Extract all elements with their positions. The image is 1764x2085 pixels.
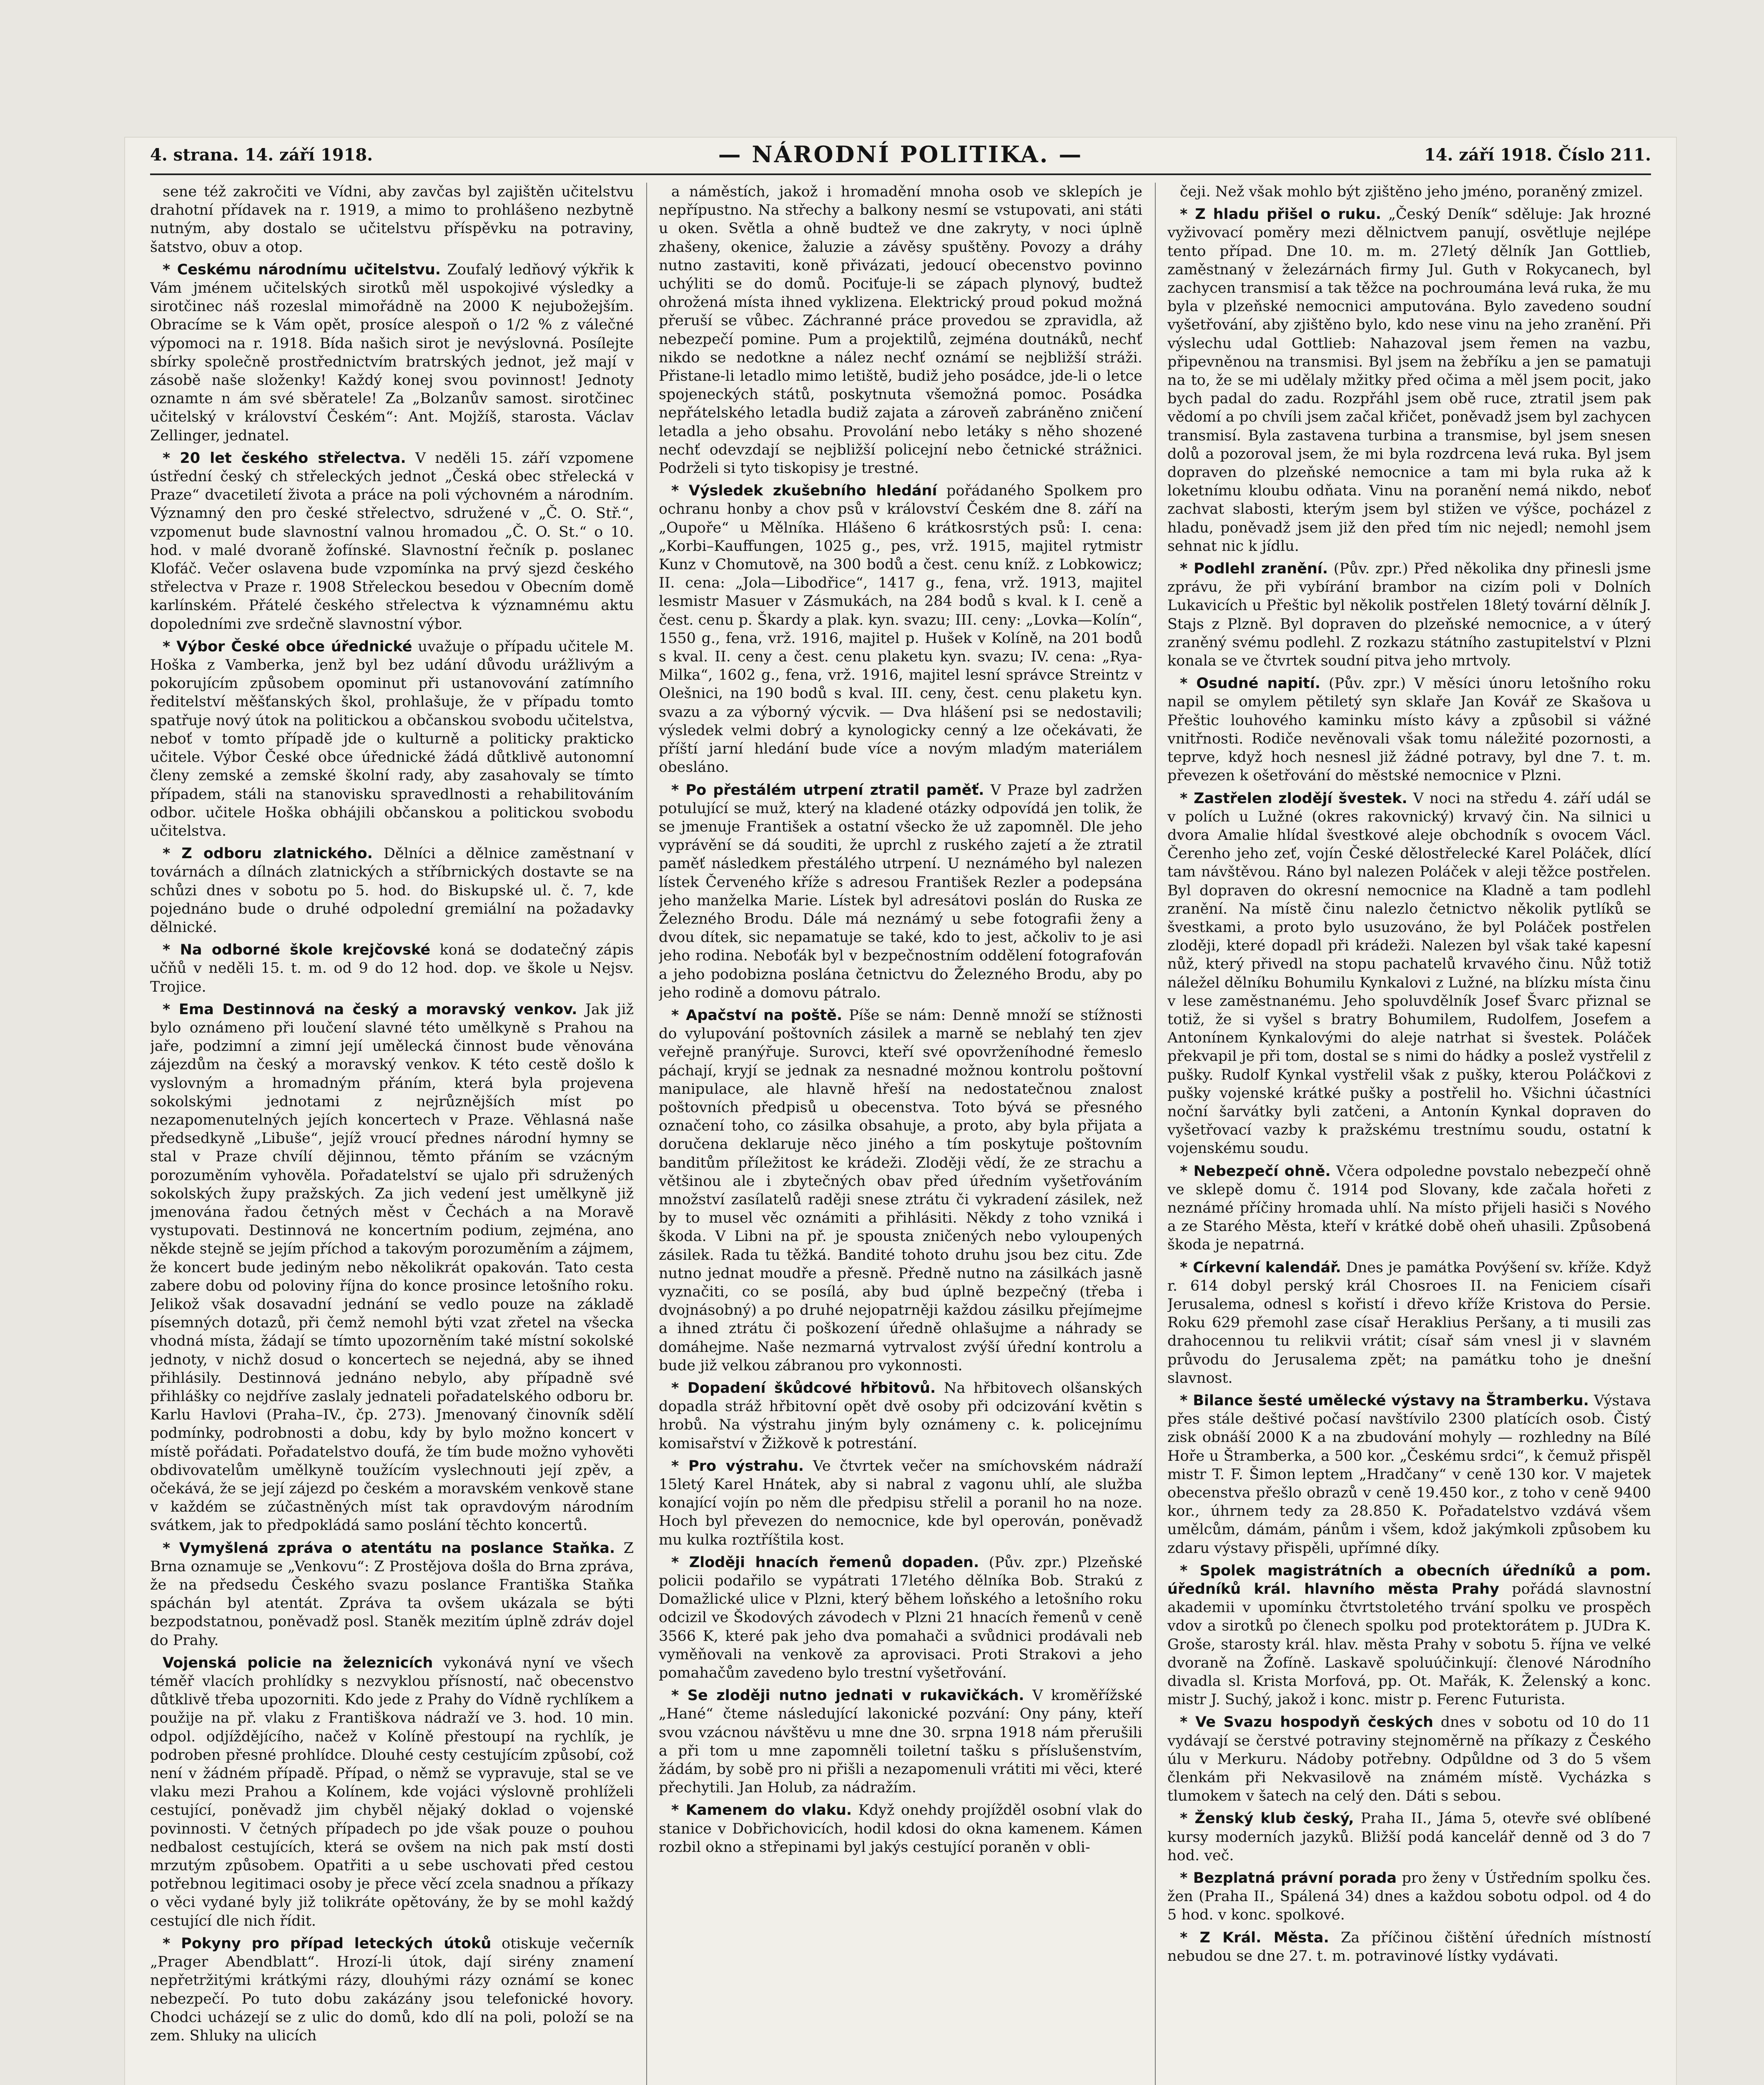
article-heading: * Ve Svazu hospodyň českých [1180,1714,1433,1731]
article-body: koná se dodatečný zápis učňů v neděli 15. t. m. od 9 do 12 hod. dop. ve škole u Nejsv. Trojice. [150,942,634,995]
masthead-title: — NÁRODNÍ POLITIKA. — [718,141,1083,168]
article [150,1934,634,2045]
article-heading: * 20 let českého střelectva. [163,450,406,467]
article [659,1457,1142,1549]
article-body: V kroměřížské „Hané“ čteme následující lakonické pozvání: Ony pány, kteří svou vzácnou návštěvu u mne dne 30. srpna 1918 nám přerušili a při tom u mne zapomněli toiletní tašku s příslušenstvím, žádám, by sobě pro ni přišli a nezapomenuli vrátiti mi věci, které přechytili. Jan Holub, za nádražím. [659,1687,1142,1796]
newspaper-page [125,138,1676,2085]
article [1167,205,1651,555]
article-body: Včera odpoledne povstalo nebezpečí ohně ve sklepě domu č. 1914 pod Slovany, kde začala hořeti z neznámé příčiny hromada uhlí. Na místo přijeli hasiči s Nového a ze Starého Města, kteří v krátké době oheň uhasili. Způsobená škoda je nepatrná. [1167,1163,1651,1254]
article [1167,1713,1651,1805]
article-body: uvažuje o případu učitele M. Hoška z Vamberka, jenž byl bez udání důvodu urážlivým a pokorujícím způsobem opominut při ustanovování zatímního ředitelství měšťanských škol, prohlašuje, že v případu tomto spatřuje nový útok na politickou a občanskou svobodu učitelstva, neboť v tomto případě jde o kulturně a politicky prakticko učitele. Výbor České obce úřednické žádá důtklivě autonomní členy zemské a zemské školní rady, aby zasahovaly se tímto případem, stáli na stanovisku spravedlnosti a rehabilitováním odbor. učitele Hoška obhájili občanskou a politickou svobodu učitelstva. [150,638,634,839]
article-body: (Pův. zpr.) Plzeňské policii podařilo se vypátrati 17letého dělníka Bob. Strakú z Domažlické ulice v Plzni, který během loňského a letošního roku odcizil ve Škodových závodech v Plzni 21 hnacích řemenů v ceně 3566 K, které pak jeho dva pomahači a svůdnici prodávali neb vyměňovali na venkově za aprovisaci. Proti Strakovi a jeho pomahačům zavedeno bylo trestní vyšetřování. [659,1554,1142,1682]
article-heading: * Pro výstrahu. [671,1457,804,1475]
article-body: dnes v sobotu od 10 do 11 vydávají se čerstvé potraviny stejnoměrně na příkazy z Českého úlu v Merkuru. Nádoby potřebny. Odpůldne od 3 do 5 všem členkám při Nekvasilově na známém místě. Vycházka s tlumokem v šatech na celý den. Dáti s sebou. [1167,1714,1651,1805]
article-body: V neděli 15. září vzpomene ústřední český ch střeleckých jednot „Česká obec střelecká v Praze“ dvacetiletí života a práce na poli výchovném a národním. Významný den pro české střelectvo, sdružené v „Č. O. Stř.“, vzpomenut bude slavnostní valnou hromadou „Č. O. St.“ o 10. hod. v malé dvoraně žofínské. Slavnostní řečník p. poslanec Klofáč. Večer oslavena bude vzpomínka na prvý sjezd českého střelectva v Praze r. 1908 Střeleckou besedou v Obecním domě karlínském. Přátelé českého střelectva k významnému aktu dopoledními zve srdečně slavnostní výbor. [150,450,634,633]
article-heading: * Podlehl zranění. [1180,560,1328,578]
article-heading: * Výsledek zkušebního hledání [671,482,937,500]
article [659,1379,1142,1453]
article-body: Z Brna oznamuje se „Venkovu“: Z Prostějova došla do Brna zpráva, že na předsedu Českého svazu poslance Františka Staňka spáchán byl atentát. Zpráva ta ovšem ukázala se býti bezpodstatnou, poněvadž posl. Staněk mezitím úplně zdráv dojel do Prahy. [150,1540,634,1649]
article-heading: * Osudné napití. [1180,675,1321,692]
article [1167,1809,1651,1865]
article-heading: * Zastřelen zlodějí švestek. [1180,790,1408,807]
article-heading: * Dopadení škůdcové hřbitovů. [671,1380,936,1397]
column-divider [1155,183,1156,2085]
article-heading: * Ceskému národnímu učitelstvu. [163,261,441,278]
article-heading: * Pokyny pro případ leteckých útoků [163,1935,492,1952]
article-body: Zoufalý ledňový výkřik k Vám jménem učitelských sirotků měl uspokojivé výsledky a sirotčinec náš rozeslal mimořádně na 2000 K nejubožejším. Obracíme se k Vám opět, prosíce alespoň o 1/2 % z válečné výpomoci na r. 1918. Bída našich sirot je nevýslovná. Posílejte sbírky společně prostřednictvím bratrských jednot, jež mají v zásobě naše složenky! Každý konej svou povinnost! Jednoty oznamte n ám své sběratele! Za „Bolzanův samost. sirotčinec učitelský v království Českém“: Ant. Mojžíš, starosta. Václav Zellinger, jednatel. [150,261,634,444]
article-heading: * Vymyšlená zpráva o atentátu na poslance Staňka. [163,1540,615,1557]
article [150,844,634,937]
article [1167,560,1651,670]
article-heading: * Zloději hnacích řemenů dopaden. [671,1554,979,1571]
article-heading: * Bilance šesté umělecké výstavy na Štramberku. [1180,1392,1589,1409]
article-heading: * Po přestálém utrpení ztratil paměť. [671,781,984,799]
article-heading: * Z hladu přišel o ruku. [1180,206,1381,223]
header-rule [150,173,1651,175]
article [1167,1162,1651,1254]
article-body: Jak již bylo oznámeno při loučení slavné této umělkyně s Prahou na jaře, podzimní a zimní její umělecká činnost bude věnována zájezdům na český a moravský venkov. K této cestě došlo k vyslovným a hromadným přáním, která byla projevena sokolskými jednotami z nejrůznějších míst po nezapomenutelných jejích koncertech v Praze. Věhlasná naše předsedkyně „Libuše“, jejíž vroucí přednes národní hymny se stal v Praze chvílí dějinnou, těmto přáním se vzácným porozuměním vyhověla. Pořadatelství se ujalo při sdružených sokolských župy pražských. Za jich vedení jest umělkyně již jmenována řadou četných měst v Čechách a na Moravě vystupovati. Destinnová ne koncertním podium, zejména, ano někde stejně se jejím příchod a takovým porozuměním a zájmem, že koncert bude jediným nebo několikrát opakován. Tato cesta zabere dobu od poloviny října do konce prosince letošního roku. Jelikož však dosavadní jednání se vedlo pouze na základě písemných dotazů, při čemž nemohl býti vzat zřetel na všecka vhodná místa, žádají se tímto upozorněním také místní sokolské jednoty, v nichž dosud o koncertech se nejedná, aby se ihned přihlásily. Destinnová jednáno nebylo, aby případně své přihlášky co nejdříve zaslaly jednateli pořadatelského odboru br. Karlu Havlovi (Praha–IV., čp. 273). Jmenovaný činovník sdělí podmínky, podrobnosti a dobu, kdy by bylo možno koncert v místě pořádati. Pořadatelstvo doufá, že tím bude možno vyhověti obdivovatelům umělkyně toužícím vyslechnouti její zpěv, a očekává, že se její zájezd po českém a moravském venkově stane v každém se zúčastněných míst tak opravdovým národním svátkem, jak to předpokládá samo poslání těchto koncertů. [150,1001,634,1534]
article-body: otiskuje večerník „Prager Abendblatt“. Hrozí-li útok, dají sirény znamení nepřetržitými krátkými rázy, dlouhými rázy oznámí se konec nebezpečí. Po tuto dobu zakázány jsou telefonické hovory. Chodci ucházejí se z ulic do domů, kdo dlí na poli, položí se na zem. Shluky na ulicích [150,1935,634,2044]
article-heading: * Z Král. Města. [1180,1929,1329,1946]
column-2 [659,183,1142,2085]
article-body: (Pův. zpr.) V měsíci únoru letošního roku napil se omylem pětiletý syn sklaře Jan Kovář ze Skašova u Přeštic louhového kaminku místo kávy a způsobil si vážné vnitřnosti. Rodiče nevěnovali však tomu náležité pozornosti, a teprve, když hoch nesnesl již žádné potravy, byl dne 7. t. m. převezen k ošetřování do městské nemocnice v Plzni. [1167,675,1651,784]
article-body: a náměstích, jakož i hromadění mnoha osob ve sklepích je nepřípustno. Na střechy a balkony nesmí se vstupovati, ani státi u oken. Světla a ohně budtež ve dne zakryty, v noci úplně zhašeny, okenice, žaluzie a závěsy spuštěny. Povozy a dráhy nutno zastaviti, koně přivázati, jedoucí obecenstvo povinno uchýliti se do domů. Pociťuje-li se zápach plynový, budtež ohrožená místa ihned vyklizena. Elektrický proud pokud možná přeruší se vůbec. Záchranné práce provedou se zpravidla, až nebezpečí pomine. Pum a projektilů, zejména doutnáků, nechť nikdo se nedotkne a nález nechť oznámí se nejbližší stráži. Přistane-li letadlo mimo letiště, budiž jeho posádce, jde-li o letce spojeneckých států, poskytnuta všemožná pomoc. Posádka nepřátelského letadla budiž zajata a zároveň zabráněno zničení letadla a jeho obsahu. Provolání nebo letáky s něho shozené nechť odevzdají se nejbližší policejní nebo četnické strážnici. Podrželi si tyto tiskopisy je trestné. [659,183,1142,477]
article-heading: * Ženský klub český, [1180,1810,1354,1827]
article-heading: * Apačství na poště. [671,1007,843,1024]
article-body: Výstava přes stále deštivé počasí navštívilo 2300 platících osob. Čistý zisk obnáší 2000 K a na zbudování mohyly — rozhledny na Bílé Hoře u Štramberka, a 500 kor. „Českému srdci“, k čemuž přispěl mistr T. F. Šimon leptem „Hradčany“ v ceně 130 kor. V majetek obecenstva přešlo obrazů v ceně 19.450 kor., z toho v ceně 9400 kor., úhrnem tedy za 28.850 K. Pořadatelstvo vzdává všem umělcům, dámám, pánům i všem, kdož jakýmkoli způsobem ku zdaru výstavy přispěli, upřímné díky. [1167,1392,1651,1557]
article [659,183,1142,477]
article-body: pro ženy v Ústředním spolku čes. žen (Praha II., Spálená 34) dnes a každou sobotu odpol. od 4 do 5 hod. v konc. spolkové. [1167,1870,1651,1924]
article [150,941,634,996]
article [659,482,1142,776]
article [1167,183,1651,201]
article-body: Dnes je památka Povýšení sv. kříže. Když r. 614 dobyl perský král Chosroes II. na Feniciem císaři Jerusalema, odnesl s kořistí i dřevo kříže Kristova do Persie. Roku 629 přemohl zase císař Heraklius Peršany, a ti musili zas drahocennou tu relikvii vrátit; císař sám vnesl ji v slavném průvodu do Jerusalema zpět; na památku toho je dnešní slavnost. [1167,1259,1651,1387]
article-body: čeji. Než však mohlo být zjištěno jeho jméno, poraněný zmizel. [1180,183,1643,200]
article-body: Když onehdy projížděl osobní vlak do stanice v Dobřichovicích, hodil kdosi do okna kamenem. Kámen rozbil okno a střepinami byl jakýs cestující poraněn v obli- [659,1802,1142,1856]
column-3 [1167,183,1651,2085]
article [1167,674,1651,785]
article [150,638,634,840]
article-heading: * Na odborné škole krejčovské [163,942,431,959]
article [1167,1562,1651,1709]
article-heading: * Výbor České obce úřednické [163,638,412,655]
article-body: V Praze byl zadržen potulující se muž, který na kladené otázky odpovídá jen tolik, že se jmenuje František a ostatní všecko že už zapomněl. Dle jeho vyprávění se dá souditi, že uprchl z ruského zajetí a že ztratil paměť následkem přestálého utrpení. U neznámého byl nalezen lístek Červeného kříže s adresou František Rezler a podepsána jeho manželka Marie. Lístek byl adresátovi poslán do Ruska ze Železného Brodu. Dále má neznámý u sebe fotografii ženy a dvou dítek, sic nepamatuje se také, kdo to jest, ačkoliv to je asi jeho rodina. Neboťák byl v bezpečnostním oddělení fotografován a jeho podobizna poslána četnictvu do Železného Brodu, aby po jeho rodině a domovu pátralo. [659,781,1142,1001]
article-heading: * Kamenem do vlaku. [671,1802,852,1819]
article-body: Na hřbitovech olšanských dopadla stráž hřbitovní opět dvě osoby při odcizování květin s hrobů. Na výstrahu jiným byly oznámeny c. k. policejnímu komisařství v Žižkově k potrestání. [659,1380,1142,1452]
article [1167,1259,1651,1387]
article-body: „Český Deník“ sděluje: Jak hrozné vyživovací poměry mezi dělnictvem panují, osvětluje nejlépe tento případ. Dne 10. m. m. 27letý dělník Jan Gottlieb, zaměstnaný v železárnách firmy Jul. Guth v Rokycanech, byl zachycen transmisí a tak těžce na pochroumána levá ruka, že mu byla v plzeňské nemocnici amputována. Bylo zavedeno soudní vyšetřování, aby zjištěno bylo, kdo nese vinu na jeho zranění. Při výslechu udal Gottlieb: Nahazoval jsem řemen na vazbu, připevněnou na transmisi. Byl jsem na žebříku a jen se pamatuji na to, že se mi udělaly mžitky před očima a měl jsem pocit, jako bych padal do zadu. Rozpřáhl jsem obě ruce, ztratil jsem pak vědomí a po chvíli jsem začal křičet, poněvadž jsem byl zachycen transmisí. Byla zastavena turbina a transmise, byl jsem snesen dolů a pozoroval jsem, že mi byla rozdrcena levá ruka. Byl jsem dopraven do plzeňské nemocnice a tam mi byla ruka až k loketnímu kloubu odňata. Vinu na poranění nemá nikdo, neboť zachvat slabosti, kterým jsem byl stižen ve výšce, pocházel z hladu, poněvadž jsem již den před tím nic nejedl; nemohl jsem sehnat nic k jídlu. [1167,206,1651,555]
article-heading: * Ema Destinnová na český a moravský venkov. [163,1001,577,1018]
header-page-date: 4. strana. 14. září 1918. [150,145,373,165]
article-body: pořádaného Spolkem pro ochranu honby a chov psů v království Českém dne 8. září na „Oupoře“ u Mělníka. Hlášeno 6 krátkosrstých psů: I. cena: „Korbi–Kauffungen, 1025 g., pes, vrž. 1915, majitel rytmistr Kunz v Chomutově, na 300 bodů a čest. cenu kníž. z Lobkowicz; II. cena: „Jola—Libodřice“, 1417 g., fena, vrž. 1913, majitel lesmistr Masuer v Zásmukách, na 284 bodů s kval. k I. ceně a čest. cenu p. Škardy a plak. kyn. svazu; III. ceny: „Lovka—Kolín“, 1550 g., fena, vrž. 1916, majitel p. Hušek v Kolíně, na 201 bodů s kval. II. ceny a čest. cenu plaketu kyn. svazu; IV. cena: „Rya-Milka“, 1602 g., fena, vrž. 1916, majitel lesní správce Streintz v Olešnici, na 190 bodů s kval. III. ceny, čest. cenu plaketu kyn. svazu a za výborný výcvik. — Dva hlášení psi se nedostavili; výsledek velmi dobrý a kynologicky cenný a lze očekávati, že příští jarní hledání bude více a novým mladým materiálem obesláno. [659,482,1142,776]
article-heading: Vojenská policie na železnicích [163,1654,433,1671]
article [1167,1392,1651,1557]
article [150,261,634,445]
article-heading: * Bezplatná právní porada [1180,1870,1397,1887]
header-issue-number: 14. září 1918. Číslo 211. [1424,145,1651,165]
article [659,1686,1142,1797]
article [150,1654,634,1930]
article-heading: * Spolek magistrátních a obecních úředníků a pom. úředníků král. hlavního města Prahy [1167,1562,1651,1598]
article [1167,1869,1651,1924]
article-body: Píše se nám: Denně množí se stížnosti do vylupování poštovních zásilek a marně se neblahý ten zjev veřejně pranýřuje. Surovci, kteří své opovrženíhodné řemeslo páchají, kryjí se jednak za nesnadné možnou kontrolu poštovní manipulace, ale hlavně hřeší na nedostatečnou znalost poštovních předpisů u obecenstva. Toto bývá se přesného označení toho, co zásilka obsahuje, a proto, aby byla přijata a doručena deklaruje něco jiného a tím poskytuje poštovním banditům příležitost ke krádeži. Zloději vědí, že ze strachu a většinou ale i zbytečných obav před úředním vyšetřováním množství zasílatelů raději snese ztrátu či vykradení zásilek, než by to musel věc oznámiti a přihlásiti. Někdy z toho vzniká i škoda. V Libni na př. je spousta zničených nebo vyloupených zásilek. Rada tu těžká. Bandité tohoto druhu jsou bez citu. Zde nutno jednat moudře a přesně. Předně nutno na zásilkách jasně vyznačiti, co se posílá, aby bud úplně bezpečný (třeba i dvojnásobný) a po druhé nejopatrněji každou zásilku přejímejme a ihned ztrátu či poškození úředně ohlašujme a náhrady se domáhejme. Naše nezmarná vytrvalost zvýší úřední kontrolu a bude již velkou zábranou pro vykonnosti. [659,1007,1142,1374]
article [1167,789,1651,1158]
page-header [150,138,1651,175]
article [659,781,1142,1002]
article-body: Praha II., Jámа 5, otevře své oblíbené kursy moderních jazyků. Bližší podá kancelář denně od 3 do 7 hod. več. [1167,1810,1651,1864]
article-heading: * Nebezpečí ohně. [1180,1163,1331,1180]
article [659,1801,1142,1856]
article-body: (Pův. zpr.) Před několika dny přinesli jsme zprávu, že při vybírání brambor na cizím poli v Dolních Lukavicích u Přeštic byl několik postřelen 18letý tovární dělník J. Stajs z Plzně. Byl dopraven do plzeňské nemocnice, a v úterý zraněný svému podlehl. Z rozkazu státního zastupitelství v Plzni konala se ve čtvrtek soudní pitva jeho mrtvoly. [1167,560,1651,670]
article [1167,1929,1651,1965]
article [150,1000,634,1535]
article-heading: * Z odboru zlatnického. [163,845,373,862]
article-body: pořádá slavnostní akademii v upomínku čtvrtstoletého trvání spolku ve prospěch vdov a sirotků po členech spolku pod protektorátem p. JUDra K. Groše, starosty král. hlav. města Prahy v sobotu 5. října ve velké dvoraně na Žofíně. Laskavě spoluúčinkují: členové Národního divadla sl. Krista Morfová, pp. Ot. Mařák, K. Želenský a konc. mistr J. Suchý, jakož i konc. mistr p. Ferenc Futurista. [1167,1581,1651,1708]
column-divider [646,183,647,2085]
article-body: vykonává nyní ve všech téměř vlacích prohlídky s nezvyklou přísností, nač obecenstvo důtklivě třeba upozorniti. Kdo jede z Prahy do Vídně rychlíkem a použije na př. vlaku z Františkova nádraží ve 3. hod. 10 min. odpol. odjíždějícího, načež v Kolíně přestoupí na rychlík, je podroben přesné prohlídce. Dlouhé cesty cestujícím způsobí, což není v žádném případě. Případ, o němž se vypravuje, stal se ve vlaku mezi Prahou a Kolínem, kde vojáci výslovně prohlíželi cestující, poněvadž jim chyběl nějaký doklad o vojenské povinnosti. V četných případech po jde však pouze o pouhou nedbalost cestujících, která se ovšem na nich pak mstí dosti mrzutým způsobem. Opatřiti a u sebe uschovati před cestou potřebnou legitimaci osoby je přece věcí zcela snadnou a příkazy o věci vydané byly již tolikráte opětovány, že by se mohl každý cestující dle nich řídit. [150,1654,634,1929]
article-heading: * Církevní kalendář. [1180,1259,1341,1276]
article [150,449,634,633]
article-body: V noci na středu 4. září udál se v polích u Lužné (okres rakovnický) krvavý čin. Na silnici u dvora Amalie hlídal švestkové aleje obchodník s ovocem Václ. Čerenho jeho zeť, vojín České dělostřelecké Karel Poláček, dlící tam návštěvou. Ráno byl nalezen Poláček v aleji těžce postřelen. Byl dopraven do okresní nemocnice na Kladně a tam podlehl zranění. Na místě činu nalezlo četnictvo několik pytlíků se švestkami, a proto bylo usuzováno, že byl Poláček postřelen zloději, které dopadl při krádeži. Nalezen byl však také kapesní nůž, který přivedl na stopu pachatelů krvavého činu. Nůž totiž náležel dělníku Bohumilu Kynkalovi z Lužné, na blízku místa činu v lese zaměstnanému. Jeho spoluvdělník Josef Švarc přiznal se totiž, že si vyšel s bratry Bohumilem, Rudolfem, Josefem a Antonínem Kynkalovými do aleje natrhat si švestek. Poláček překvapil je při tom, dostal se s nimi do hádky a poslež vystřelil z pušky. Rudolf Kynkal vystřelil však z pušky, kterou Poláčkovi z pušky vojenské krátké pušky a postřelil ho. Všichni účastníci noční šarvátky byli zatčeni, a Antonín Kynkal dopraven do vyšetřovací vazby k pražskému trestnímu soudu, ostatní k vojenskému soudu. [1167,790,1651,1157]
article [659,1006,1142,1375]
article-body: Za příčinou čištění úředních místností nebudou se dne 27. t. m. potravinové lístky vydávati. [1167,1929,1651,1964]
article [150,183,634,256]
article-heading: * Se zloději nutno jednati v rukavičkách. [671,1687,1024,1704]
article [150,1539,634,1650]
article-body: sene též zakročiti ve Vídni, aby zavčas byl zajištěn učitelstvu drahotní přídavek na r. 1919, a mimo to prohlášeno nezbytně nutným, aby dostalo se učitelstvu příspěvku na potraviny, šatstvo, obuv a otop. [150,183,634,256]
article [659,1553,1142,1682]
column-1 [150,183,634,2085]
article-body: Ve čtvrtek večer na smíchovském nádraží 15letý Karel Hnátek, aby si nabral z vagonu uhlí, ale služba konající vojín po něm dle předpisu střelil a poranil ho na noze. Hoch byl převezen do nemocnice, kde byl operován, poněvadž mu kulka roztříštila kost. [659,1457,1142,1548]
article-body: Dělníci a dělnice zaměstnaní v továrnách a dílnách zlatnických a stříbrnických dostavte se na schůzi dnes v sobotu po 5. hod. do Biskupské ul. č. 7, kde pojednáno bude o druhé odpolední gremiální na požadavky dělnické. [150,845,634,936]
